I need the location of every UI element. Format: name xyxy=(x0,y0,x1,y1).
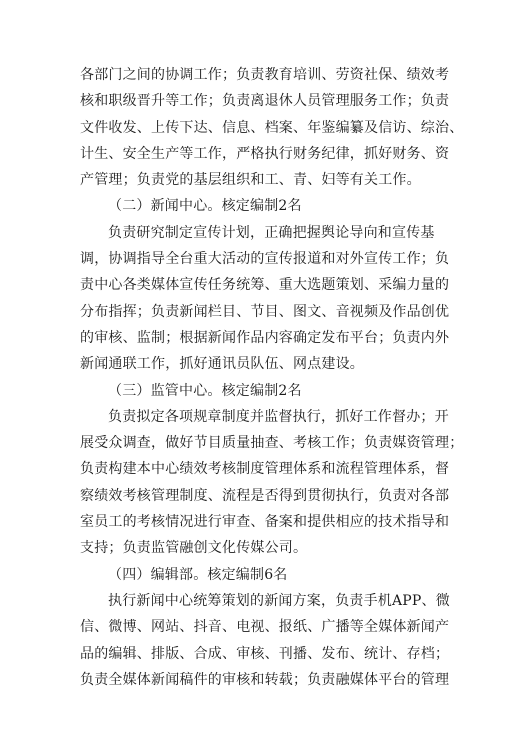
section-heading-supervision-center: （三）监管中心。核定编制2名 xyxy=(108,382,302,399)
paragraph-line: 新闻通联工作，抓好通讯员队伍、网点建设。 xyxy=(80,356,364,373)
paragraph-line: 支持；负责监管融创文化传媒公司。 xyxy=(80,540,308,557)
paragraph-line: 负责构建本中心绩效考核制度管理体系和流程管理体系，督 xyxy=(80,461,450,478)
paragraph-line: 察绩效考核管理制度、流程是否得到贯彻执行，负责对各部 xyxy=(80,487,450,504)
paragraph-line: 责中心各类媒体宣传任务统筹、重大选题策划、采编力量的 xyxy=(80,277,450,294)
paragraph-line: 负责全媒体新闻稿件的审核和转载；负责融媒体平台的管理 xyxy=(80,671,450,688)
paragraph-line: 负责拟定各项规章制度并监督执行，抓好工作督办；开 xyxy=(108,408,449,425)
paragraph-line: 执行新闻中心统筹策划的新闻方案，负责手机APP、微 xyxy=(108,592,450,609)
paragraph-line: 调，协调指导全台重大活动的宣传报道和对外宣传工作；负 xyxy=(80,251,450,268)
paragraph-line: 文件收发、上传下达、信息、档案、年鉴编纂及信访、综治、 xyxy=(80,119,464,136)
document-body xyxy=(80,62,464,693)
paragraph-line: 信、微博、网站、抖音、电视、报纸、广播等全媒体新闻产 xyxy=(80,619,450,636)
paragraph-line: 产管理；负责党的基层组织和工、青、妇等有关工作。 xyxy=(80,172,421,189)
section-heading-news-center: （二）新闻中心。核定编制2名 xyxy=(108,198,302,215)
paragraph-line: 分布指挥；负责新闻栏目、节目、图文、音视频及作品创优 xyxy=(80,303,450,320)
paragraph-line: 计生、安全生产等工作，严格执行财务纪律，抓好财务、资 xyxy=(80,145,450,162)
paragraph-line: 负责研究制定宣传计划，正确把握舆论导向和宣传基 xyxy=(108,224,435,241)
paragraph-line: 核和职级晋升等工作；负责离退休人员管理服务工作；负责 xyxy=(80,93,450,110)
section-heading-editorial-department: （四）编辑部。核定编制6名 xyxy=(108,566,288,583)
paragraph-line: 各部门之间的协调工作；负责教育培训、劳资社保、绩效考 xyxy=(80,67,450,83)
paragraph-line: 品的编辑、排版、合成、审核、刊播、发布、统计、存档； xyxy=(80,645,450,662)
paragraph-line: 室员工的考核情况进行审查、备案和提供相应的技术指导和 xyxy=(80,514,450,531)
paragraph-line: 的审核、监制；根据新闻作品内容确定发布平台；负责内外 xyxy=(80,329,450,346)
paragraph-line: 展受众调查，做好节目质量抽查、考核工作；负责媒资管理； xyxy=(80,435,464,452)
